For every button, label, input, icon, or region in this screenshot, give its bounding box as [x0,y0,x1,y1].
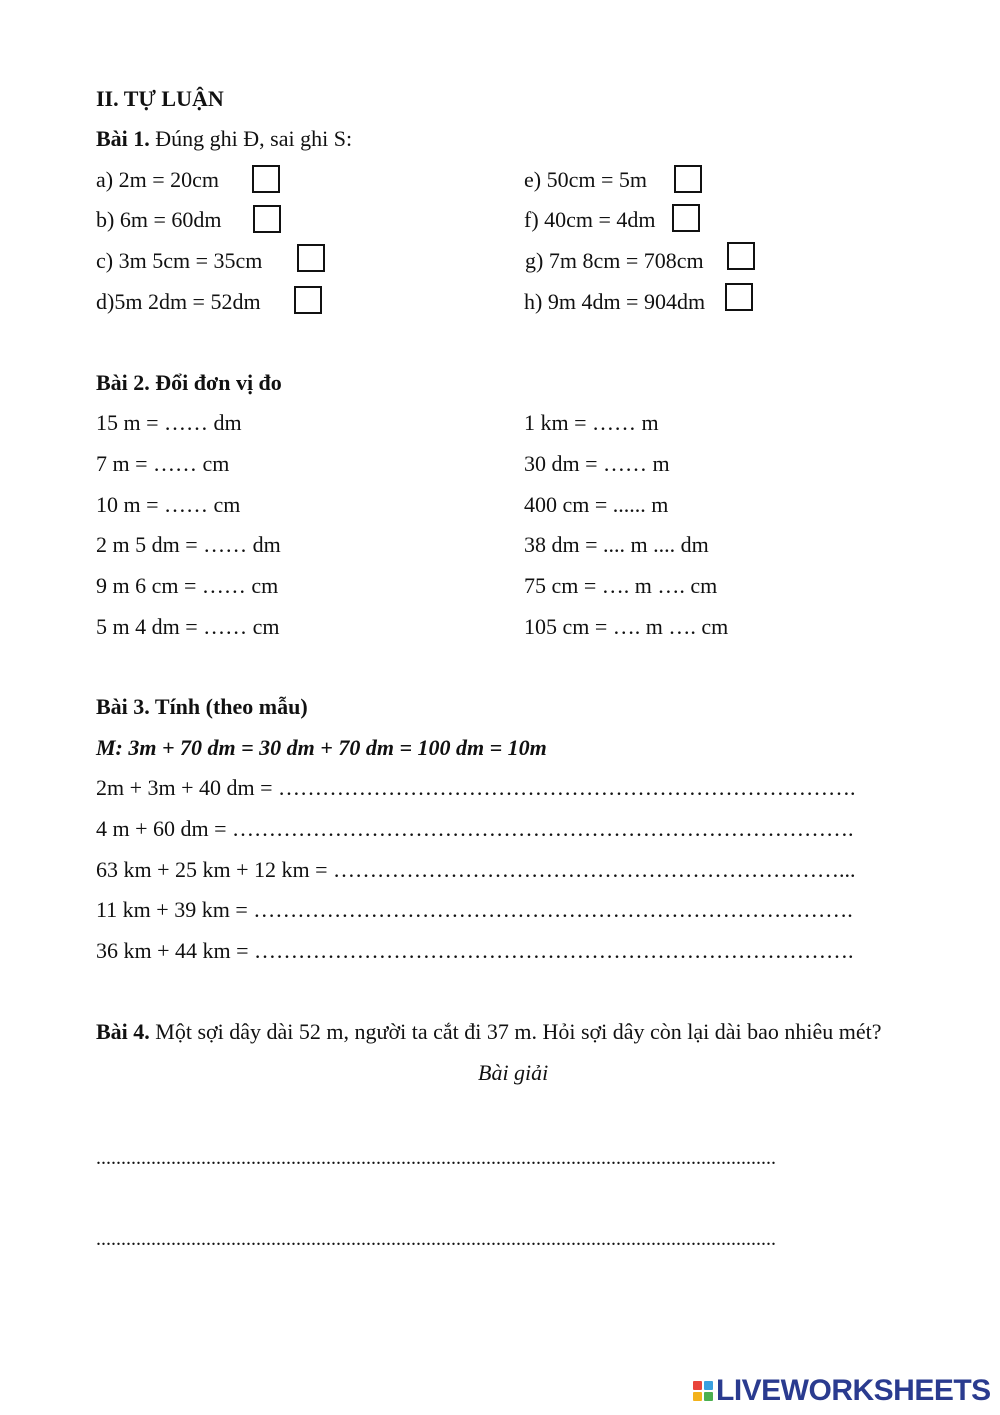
solution-label: Bài giải [478,1060,549,1085]
bai1-heading-text: Đúng ghi Đ, sai ghi S: [149,126,353,151]
bai1-item-d: d)5m 2dm = 52dm [96,289,261,314]
section-title: II. TỰ LUẬN [96,86,224,111]
bai2-right-item: 105 cm = …. m …. cm [524,614,729,639]
logo-text: LIVEWORKSHEETS [716,1374,991,1407]
answer-box-e[interactable] [674,165,702,193]
answer-box-g[interactable] [727,242,755,270]
bai1-item-b: b) 6m = 60dm [96,207,222,232]
bai1-item-g: g) 7m 8cm = 708cm [525,248,704,273]
bai2-left-item: 10 m = …… cm [96,492,241,517]
bai1-heading-bold: Bài 1. [96,126,150,151]
bai2-right-item: 30 dm = …… m [524,451,670,476]
bai4-heading-text: Một sợi dây dài 52 m, người ta cắt đi 37 m. Hỏi sợi dây còn lại dài bao nhiêu mét? [149,1019,882,1044]
bai2-left-item: 15 m = …… dm [96,410,242,435]
bai3-item: 11 km + 39 km = ………………………………………………………………………. [96,897,853,922]
bai2-right-item: 75 cm = …. m …. cm [524,573,718,598]
answer-line[interactable]: ........................................................................................................................................ [96,1228,776,1250]
bai1-heading [96,126,352,152]
bai2-left-item: 2 m 5 dm = …… dm [96,532,281,557]
bai3-heading: Bài 3. Tính (theo mẫu) [96,694,308,719]
answer-box-h[interactable] [725,283,753,311]
answer-line[interactable]: ........................................................................................................................................ [96,1147,776,1169]
bai4-heading-bold: Bài 4. [96,1019,150,1044]
answer-box-d[interactable] [294,286,322,314]
answer-box-f[interactable] [672,204,700,232]
bai1-item-c: c) 3m 5cm = 35cm [96,248,263,273]
bai1-item-e: e) 50cm = 5m [524,167,647,192]
logo-tile [693,1392,702,1401]
bai2-heading: Bài 2. Đổi đơn vị đo [96,370,282,395]
logo-tile [704,1392,713,1401]
logo-tile [704,1381,713,1390]
bai3-item: 36 km + 44 km = ………………………………………………………………………. [96,938,854,963]
logo-tile [693,1381,702,1390]
bai2-right-item: 38 dm = .... m .... dm [524,532,709,557]
bai3-item: 2m + 3m + 40 dm = ……………………………………………………………………. [96,775,856,800]
answer-box-c[interactable] [297,244,325,272]
bai1-item-a: a) 2m = 20cm [96,167,219,192]
answer-box-a[interactable] [252,165,280,193]
bai4-heading [96,1019,882,1045]
bai2-right-item: 1 km = …… m [524,410,659,435]
bai2-right-item: 400 cm = ...... m [524,492,669,517]
bai1-item-f: f) 40cm = 4dm [524,207,656,232]
answer-box-b[interactable] [253,205,281,233]
bai2-left-item: 5 m 4 dm = …… cm [96,614,280,639]
liveworksheets-logo [693,1376,991,1406]
bai3-item: 63 km + 25 km + 12 km = ……………………………………………………………... [96,857,856,882]
bai2-left-item: 9 m 6 cm = …… cm [96,573,279,598]
bai3-example: M: 3m + 70 dm = 30 dm + 70 dm = 100 dm = 10m [96,735,547,760]
logo-tiles-icon [693,1381,713,1401]
bai3-item: 4 m + 60 dm = …………………………………………………………………………. [96,816,854,841]
bai2-left-item: 7 m = …… cm [96,451,230,476]
bai1-item-h: h) 9m 4dm = 904dm [524,289,706,314]
